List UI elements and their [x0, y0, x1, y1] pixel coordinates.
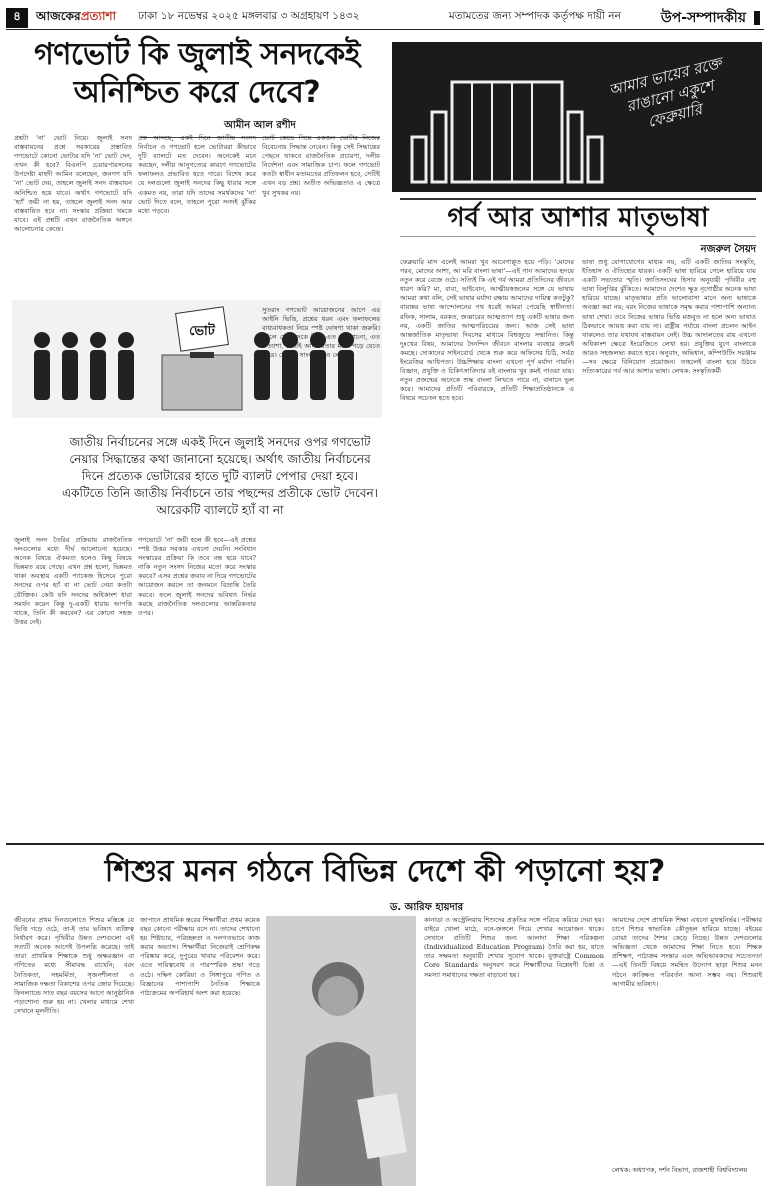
- article-3-column-3-text: কানাডা ও অস্ট্রেলিয়ায় শিশুদের প্রকৃতির সঙ্গে পরিচয় করিয়ে দেয়া হয়। বাইরে খোলা মাঠে, বনে-জঙ্গলে গিয়ে শেখার আয়োজন থাকে। সেখানে প্রতিটি শিশুর জন্য আলাদা শিক্ষা পরিকল্পনা (Individualized Education Program) তৈরি করা হয়, যাতে তার সক্ষমতা অনুযায়ী শেখার সুযোগ থাকে। যুক্তরাষ্ট্রে Common Core Standards অনুসরণ করে শিক্ষার্থীদের বিশ্লেষণী চিন্তা ও সমস্যা সমাধানের দক্ষতা বাড়ানো হয়।: [424, 916, 604, 979]
- article-3-column-4-text: আমাদের দেশে প্রাথমিক শিক্ষা এখনো মুখস্থনির্ভর। পরীক্ষার চাপে শিশুর স্বাভাবিক কৌতূহল হারিয়ে যাচ্ছে। বইয়ের বোঝা তাদের শৈশব কেড়ে নিচ্ছে। উন্নত দেশগুলোর অভিজ্ঞতা থেকে আমাদের শিক্ষা নিতে হবে। শিক্ষক প্রশিক্ষণ, পাঠ্যক্রম সংস্কার এবং অভিভাবকদের সচেতনতা—এই তিনটি বিষয়ে সমন্বিত উদ্যোগ ছাড়া শিশুর মনন গঠনে কাঙ্ক্ষিত পরিবর্তন আনা সম্ভব নয়। শিশুরাই আগামীর ভবিষ্যৎ।: [612, 916, 762, 988]
- article-3-column-4: [612, 916, 762, 1162]
- corner-mark-icon: [754, 11, 764, 25]
- article-2-byline: নজরুল সৈয়দ: [700, 244, 756, 255]
- article-1-column-5-text: গণভোটে 'না' জয়ী হলে কী হবে—এই প্রশ্নের স্পষ্ট উত্তর সরকার এখনো দেয়নি। সংবিধান সংস্কারের প্রক্রিয়া কি তবে বন্ধ হয়ে যাবে? নাকি নতুন সংসদ নিজের মতো করে সংস্কার করবে? এসব প্রশ্নের জবাব না দিয়ে গণভোটের আয়োজন করলে তা জনমনে বিভ্রান্তি তৈরি করবে। ফলে জুলাই সনদের ভবিষ্যৎ নির্ভর করছে রাজনৈতিক দলগুলোর আন্তরিকতার ওপর।: [138, 536, 256, 617]
- article-2-column-2: [582, 258, 756, 824]
- article-1-column-5: [138, 536, 256, 838]
- article-2-column-2-text: ভাষা শুধু যোগাযোগের মাধ্যম নয়, এটি একটি জাতির সংস্কৃতি, ইতিহাস ও ঐতিহ্যের ধারক। একটি ভাষা হারিয়ে গেলে হারিয়ে যায় একটি সভ্যতার স্মৃতি। জাতিসংঘের হিসাব অনুযায়ী পৃথিবীর বহু ভাষা বিলুপ্তির ঝুঁকিতে। আমাদের দেশেও ক্ষুদ্র নৃগোষ্ঠীর অনেক ভাষা হারিয়ে যাচ্ছে। মাতৃভাষার প্রতি ভালোবাসা মানে অন্য ভাষাকে অবজ্ঞা করা নয়; বরং নিজের ভাষাকে সমৃদ্ধ করার পাশাপাশি অন্যান্য ভাষা শেখা। তবে নিজের ভাষার ভিত্তি মজবুত না হলে অন্য ভাষাও ঠিকভাবে আয়ত্ত করা যায় না। রাষ্ট্রীয় পর্যায়ে বাংলা প্রচলন আইন থাকলেও তার যথাযথ বাস্তবায়ন নেই। উচ্চ আদালতের রায় এখনো অধিকাংশ ক্ষেত্রে ইংরেজিতে লেখা হয়। প্রযুক্তির যুগে বাংলাকে আরও সহজলভ্য করতে হবে। অনুবাদ, অভিধান, কম্পিউটিং সরঞ্জাম—সব ক্ষেত্রে বিনিয়োগ প্রয়োজন। তাহলেই বাংলা হয়ে উঠবে সত্যিকারের গর্ব আর আশার ভাষা। লেখক: সংস্কৃতিকর্মী: [582, 258, 756, 376]
- section-title: উপ-সম্পাদকীয়: [660, 9, 746, 26]
- section-divider: [6, 843, 764, 845]
- disclaimer: মতামতের জন্য সম্পাদক কর্তৃপক্ষ দায়ী নন: [448, 10, 621, 22]
- banner-calligraphy: আমার ভায়ের রক্তে রাঙানো একুশে ফেব্রুয়ারি: [606, 53, 724, 131]
- article-1-column-2: [138, 134, 256, 296]
- article-2-column-1: [400, 258, 574, 824]
- article-1-column-1-text: প্রশ্নটা 'না' ভোট নিয়ে। জুলাই সনদ বাস্তবায়নের প্রশ্নে সরকারের প্রস্তাবিত গণভোটে কোনো ভোটার যদি 'না' ভোট দেন, তখন কী হবে? বিএনপি চেয়ারপারসনের উপদেষ্টা মাহদী আমিন বলেছেন, জনগণ যদি 'না' ভোট দেয়, তাহলে জুলাই সনদ বাস্তবায়ন অনিশ্চিত হয়ে যাবে। অর্থাৎ গণভোটে যদি 'হ্যাঁ' জয়ী না হয়, তাহলে জুলাই সনদ আর বাস্তবায়িত হবে না। সংস্কার প্রক্রিয়া থমকে যাবে। এই প্রশ্নটি এখন রাজনৈতিক অঙ্গনে আলোচনার কেন্দ্রে।: [14, 134, 132, 233]
- article-2-column-1-text: ফেব্রুয়ারি মাস এলেই আমরা খুব আবেগাপ্লুত হয়ে পড়ি। 'মোদের গরব, মোদের আশা, আ মরি বাংলা ভাষা'—এই গান আমাদের হৃদয়ে নতুন করে বেজে ওঠে। সত্যিই কি এই গর্ব আমরা প্রতিদিনের জীবনে ধারণ করি? মা, বাবা, ভাইবোন, আত্মীয়স্বজনের সঙ্গে যে ভাষায় আমরা কথা বলি, সেই ভাষার মর্যাদা রক্ষায় আমাদের দায়িত্ব কতটুকু? বায়ান্নর ভাষা আন্দোলনের পথ ধরেই আমরা পেয়েছি স্বাধীনতা। রফিক, সালাম, বরকত, জব্বারের আত্মত্যাগ শুধু একটি ভাষার জন্য নয়, একটি জাতির আত্মপরিচয়ের জন্য। আজ সেই ভাষা আন্তর্জাতিক মাতৃভাষা দিবসের মাধ্যমে বিশ্বজুড়ে সম্মানিত। কিন্তু দুঃখের বিষয়, আমাদের দৈনন্দিন জীবনে বাংলার ব্যবহার ক্রমেই কমছে। দোকানের সাইনবোর্ড থেকে শুরু করে অফিসের চিঠি, সর্বত্র ইংরেজির আধিপত্য। উচ্চশিক্ষায় বাংলা এখনো পূর্ণ মর্যাদা পায়নি। বিজ্ঞান, প্রযুক্তি ও চিকিৎসাবিদ্যার বই বাংলায় খুব কমই পাওয়া যায়। নতুন প্রজন্মের অনেকে শুদ্ধ বাংলা লিখতে পারে না, বানানে ভুল করে। আমাদের প্রতিটি পরিবারকে, প্রতিটি শিক্ষাপ্রতিষ্ঠানকে এ বিষয়ে সচেতন হতে হবে।: [400, 258, 574, 403]
- article-1-caption: জাতীয় নির্বাচনের সঙ্গে একই দিনে জুলাই সনদের ওপর গণভোট নেয়ার সিদ্ধান্তের কথা জানানো হয়েছে। অর্থাৎ জাতীয় নির্বাচনের দিনে প্রত্যেক ভোটারের হাতে দুটি ব্যালট পেপার দেয়া হবে। একটিতে তিনি জাতীয় নির্বাচনে তার পছন্দের প্রতীকে ভোট দেবেন। আরেকটি ব্যালটে হ্যাঁ বা না: [62, 435, 378, 517]
- article-3-column-3: [424, 916, 604, 1186]
- article-1-column-3: [262, 134, 380, 296]
- child-photo: [266, 916, 416, 1186]
- article-3-column-1-text: জীবনের প্রথম দিনগুলোতে শিশুর মস্তিষ্কে যে ভিত্তি গড়ে ওঠে, তা-ই তার ভবিষ্যৎ ব্যক্তিত্ব নির্ধারণ করে। পৃথিবীর উন্নত দেশগুলো এই সত্যটি অনেক আগেই উপলব্ধি করেছে। তাই তারা প্রাথমিক শিক্ষাকে শুধু অক্ষরজ্ঞান বা গণিতের মধ্যে সীমাবদ্ধ রাখেনি; বরং নৈতিকতা, সহমর্মিতা, সৃজনশীলতা ও সামাজিক দক্ষতা বিকাশের ওপর জোর দিয়েছে। ফিনল্যান্ডে সাত বছর বয়সের আগে আনুষ্ঠানিক পড়াশোনা শুরু হয় না। খেলার মাধ্যমে শেখা সেখানে মূলনীতি।: [14, 916, 134, 1015]
- dateline: ঢাকা ১৮ নভেম্বর ২০২৫ মঙ্গলবার ৩ অগ্রহায়ণ ১৪৩২: [138, 10, 360, 22]
- newspaper-logo[interactable]: [36, 8, 116, 28]
- article-1-column-1: [14, 134, 132, 296]
- article-2-headline[interactable]: গর্ব আর আশার মাতৃভাষা: [400, 198, 756, 237]
- article-1-byline: আমীন আল রশীদ: [140, 118, 380, 138]
- masthead: [6, 6, 764, 30]
- logo-part-1: আজকের: [36, 8, 81, 23]
- article-3-author-note: লেখক: অধ্যাপক, দর্শন বিভাগ, রাজশাহী বিশ্ববিদ্যালয়: [612, 1166, 748, 1174]
- article-1-column-6-text: সুতরাং গণভোট আয়োজনের আগে এর আইনি ভিত্তি, প্রশ্নের ধরন এবং ফলাফলের বাধ্যবাধকতা নিয়ে স্পষ্ট ঘোষণা থাকা জরুরি। নইলে যে সনদকে ঘিরে এত আলোচনা, এত প্রত্যাশা, সেটিই অনিশ্চয়তার মধ্যে পড়ে যেতে পারে। লেখক: সাংবাদিক ও লেখক।: [262, 306, 380, 360]
- article-1-column-4-text: জুলাই সনদ তৈরির প্রক্রিয়ায় রাজনৈতিক দলগুলোর মধ্যে দীর্ঘ আলোচনা হয়েছে। অনেক বিষয়ে ঐকমত্য হলেও কিছু বিষয়ে ভিন্নমত রয়ে গেছে। এখন প্রশ্ন হলো, ভিন্নমত থাকা অবস্থায় একটি প্যাকেজ হিসেবে পুরো সনদের ওপর হ্যাঁ বা না ভোট নেয়া কতটা যৌক্তিক। কেউ যদি সনদের অধিকাংশ ধারা সমর্থন করেন কিন্তু দু-একটি ধারায় আপত্তি থাকে, তিনি কী করবেন? এর কোনো সহজ উত্তর নেই।: [14, 536, 132, 626]
- child-figure-icon: [266, 916, 416, 1186]
- article-3-headline[interactable]: শিশুর মনন গঠনে বিভিন্ন দেশে কী পড়ানো হয়?: [104, 854, 666, 889]
- logo-part-2: প্রত্যাশা: [80, 8, 117, 23]
- article-3-byline: ড. আরিফ হায়দার: [390, 902, 464, 913]
- shaheed-minar-banner: [392, 42, 762, 192]
- article-1-column-3-text: ভোট কেন্দ্রে গিয়ে একজন ভোটার নিজের বিবেচনায় সিদ্ধান্ত নেবেন। কিন্তু সেই সিদ্ধান্তের পেছনে থাকবে রাজনৈতিক প্রচারণা, দলীয় নির্দেশনা এবং সামাজিক চাপ। ফলে গণভোট কতটা স্বাধীন মতামতের প্রতিফলন হবে, সেটিই এখন বড় প্রশ্ন। অতীত অভিজ্ঞতাও এ ক্ষেত্রে খুব সুখকর নয়।: [262, 134, 380, 197]
- article-1-column-6: [262, 306, 380, 838]
- article-1-column-2-text: প্রশ্ন আসছে, একই দিনে জাতীয় সংসদ নির্বাচন ও গণভোট হলে ভোটাররা কীভাবে দুটি ব্যালটে মত দেবেন। অনেকেই মনে করছেন, দলীয় আনুগত্যের কারণে গণভোটের ফলাফলও প্রভাবিত হতে পারে। বিশেষ করে যে দলগুলো জুলাই সনদের কিছু ধারার সঙ্গে একমত নয়, তারা যদি তাদের সমর্থকদের 'না' ভোট দিতে বলে, তাহলে পুরো সনদই ঝুঁকির মধ্যে পড়বে।: [138, 134, 256, 215]
- ballot-paper-label: ভোট: [189, 324, 215, 339]
- article-3-column-2: [140, 916, 260, 1186]
- article-1-column-4: [14, 536, 132, 838]
- page-number: ৪: [6, 8, 28, 28]
- article-3-column-2-text: জাপানে প্রাথমিক স্তরের শিক্ষার্থীরা প্রথম কয়েক বছর কোনো পরীক্ষায় বসে না। তাদের শেখানো হয় শিষ্টাচার, পরিচ্ছন্নতা ও দলগতভাবে কাজ করার অভ্যাস। শিক্ষার্থীরা নিজেরাই শ্রেণিকক্ষ পরিষ্কার করে, দুপুরের খাবার পরিবেশন করে। এতে দায়িত্ববোধ ও পারস্পরিক শ্রদ্ধা গড়ে ওঠে। দক্ষিণ কোরিয়া ও সিঙ্গাপুরে গণিত ও বিজ্ঞানের পাশাপাশি নৈতিক শিক্ষাকে পাঠ্যক্রমের অপরিহার্য অংশ করা হয়েছে।: [140, 916, 260, 997]
- article-1-headline[interactable]: গণভোট কি জুলাই সনদকেই অনিশ্চিত করে দেবে?: [34, 37, 360, 110]
- article-3-column-1: [14, 916, 134, 1186]
